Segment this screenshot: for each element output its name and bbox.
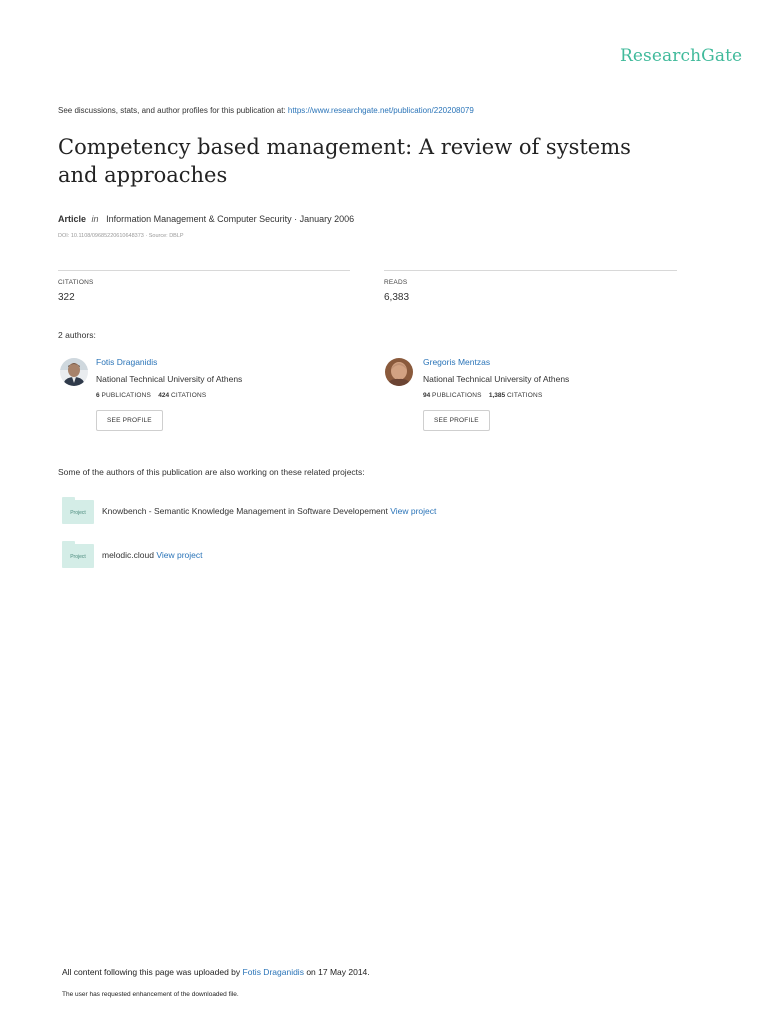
author-publications-label: PUBLICATIONS: [432, 392, 482, 399]
project-name: melodic.cloud: [102, 550, 154, 560]
author-publications-count: 94: [423, 392, 431, 399]
project-icon-label: Project: [70, 510, 86, 516]
project-name: Knowbench - Semantic Knowledge Management in Software Developement: [102, 506, 388, 516]
reads-value: 6,383: [384, 292, 410, 303]
author-citations-count: 1,385: [488, 392, 506, 399]
author-publications-label: PUBLICATIONS: [101, 392, 152, 399]
author-stats: [423, 392, 543, 399]
view-project-link[interactable]: View project: [390, 506, 437, 516]
reads-divider: [384, 270, 677, 271]
paper-title: Competency based management: A review of systems and approaches: [58, 135, 631, 187]
citations-value: 322: [58, 292, 75, 303]
author-photo-icon: [60, 358, 88, 386]
author-publications-count: 6: [96, 392, 100, 399]
paper-meta: [58, 214, 354, 224]
author-name-link[interactable]: Gregoris Mentzas: [423, 357, 491, 367]
see-profile-button[interactable]: SEE PROFILE: [96, 410, 163, 431]
researchgate-logo[interactable]: ResearchGate: [620, 46, 743, 66]
view-project-link[interactable]: View project: [156, 550, 203, 560]
author-citations-count: 424: [158, 392, 170, 399]
project-item: [102, 506, 436, 516]
paper-venue: Information Management & Computer Security · January 2006: [106, 214, 355, 224]
publication-url-link[interactable]: https://www.researchgate.net/publication/220208079: [287, 106, 474, 115]
avatar[interactable]: [60, 358, 88, 386]
author-institution: National Technical University of Athens: [423, 374, 570, 384]
reads-label: READS: [384, 279, 408, 286]
project-icon: [62, 544, 94, 568]
uploader-link[interactable]: Fotis Draganidis: [242, 967, 304, 977]
author-institution: National Technical University of Athens: [96, 374, 243, 384]
citations-label: CITATIONS: [58, 279, 94, 286]
project-item: [102, 550, 203, 560]
author-stats: [96, 392, 206, 399]
author-citations-label: CITATIONS: [506, 392, 543, 399]
upload-prefix: All content following this page was uploaded by: [62, 967, 241, 977]
author-name-link[interactable]: Fotis Draganidis: [96, 357, 158, 367]
citations-divider: [58, 270, 350, 271]
author-citations-label: CITATIONS: [170, 392, 207, 399]
in-word: in: [91, 214, 99, 224]
project-icon-label: Project: [70, 554, 86, 560]
author-photo-icon: [385, 358, 413, 386]
related-projects-heading: Some of the authors of this publication are also working on these related projects:: [58, 467, 365, 477]
project-icon: [62, 500, 94, 524]
doi-line: DOI: 10.1108/09685220610648373 · Source: DBLP: [58, 233, 184, 239]
authors-heading: 2 authors:: [58, 330, 96, 340]
paper-type: Article: [58, 214, 87, 224]
upload-note: [62, 967, 370, 977]
avatar[interactable]: [385, 358, 413, 386]
see-discussions-line: [58, 106, 474, 115]
enhancement-note: The user has requested enhancement of the downloaded file.: [62, 991, 239, 998]
see-profile-button[interactable]: SEE PROFILE: [423, 410, 490, 431]
see-discussions-text: See discussions, stats, and author profiles for this publication at:: [58, 106, 286, 115]
upload-suffix: on 17 May 2014.: [306, 967, 370, 977]
